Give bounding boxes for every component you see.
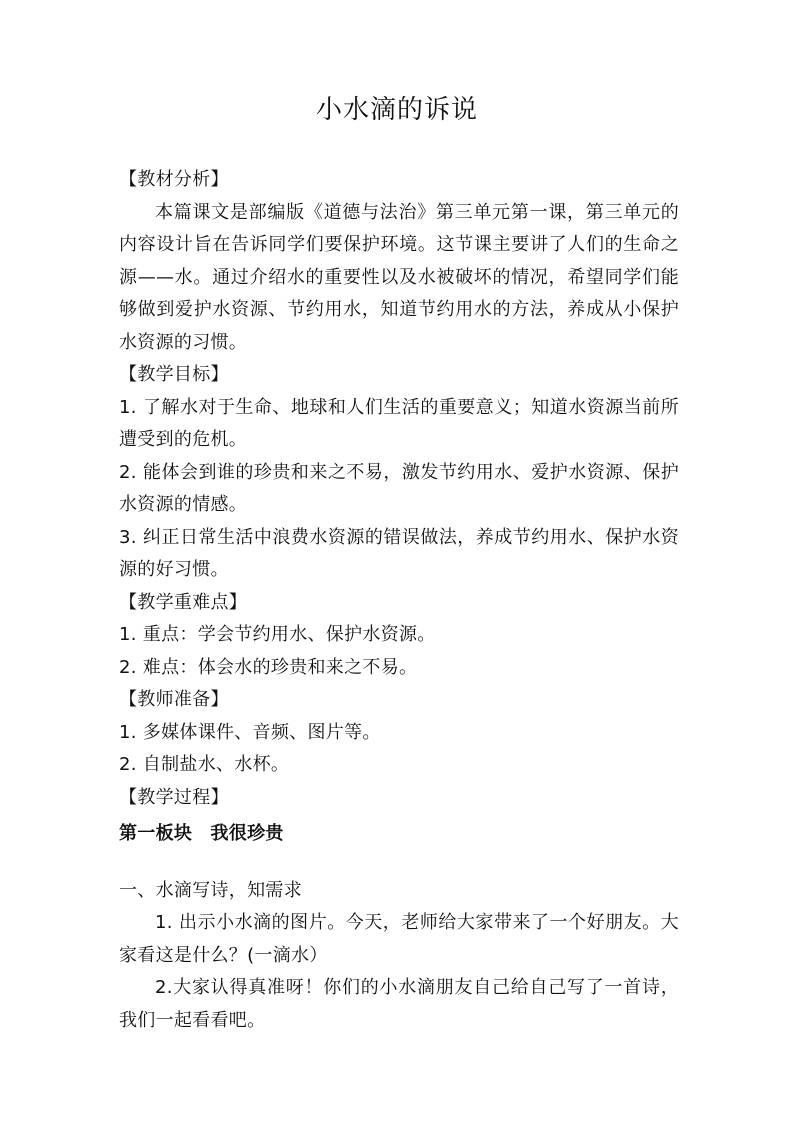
section-heading-analysis: 【教材分析】 [119, 169, 229, 190]
goal-item: 2. 能体会到谁的珍贵和来之不易，激发节约用水、爱护水资源、保护水资源的情感。 [119, 461, 679, 515]
section-heading-keypoints: 【教学重难点】 [119, 591, 248, 613]
section-heading-process: 【教学过程】 [119, 786, 229, 808]
goal-item: 1. 了解水对于生命、地球和人们生活的重要意义；知道水资源当前所遭受到的危机。 [119, 396, 679, 450]
document-title: 小水滴的诉说 [315, 95, 478, 125]
document-body [119, 164, 679, 1037]
prep-item: 2. 自制盐水、水杯。 [119, 754, 290, 775]
goal-item: 3. 纠正日常生活中浪费水资源的错误做法，养成节约用水、保护水资源的好习惯。 [119, 526, 679, 580]
prep-item: 1. 多媒体课件、音频、图片等。 [119, 721, 381, 743]
keypoint-item: 2. 难点：体会水的珍贵和来之不易。 [119, 656, 418, 678]
process-step: 1. 出示小水滴的图片。今天，老师给大家带来了一个好朋友。大家看这是什么？(一滴水） [119, 912, 679, 966]
section-heading-goals: 【教学目标】 [119, 364, 229, 385]
process-step: 2.大家认得真准呀！你们的小水滴朋友自己给自己写了一首诗，我们一起看看吧。 [119, 977, 679, 1031]
analysis-paragraph: 本篇课文是部编版《道德与法治》第三单元第一课，第三单元的内容设计旨在告诉同学们要保护环境。这节课主要讲了人们的生命之源——水。通过介绍水的重要性以及水被破坏的情况，希望同学们能够做到爱护水资源、节约用水，知道节约用水的方法，养成从小保护水资源的习惯。 [119, 201, 679, 353]
process-sub-heading: 一、水滴写诗，知需求 [119, 879, 302, 901]
section-heading-prep: 【教师准备】 [119, 689, 229, 710]
block-title: 第一板块 我很珍贵 [119, 823, 284, 844]
keypoint-item: 1. 重点：学会节约用水、保护水资源。 [119, 624, 436, 645]
